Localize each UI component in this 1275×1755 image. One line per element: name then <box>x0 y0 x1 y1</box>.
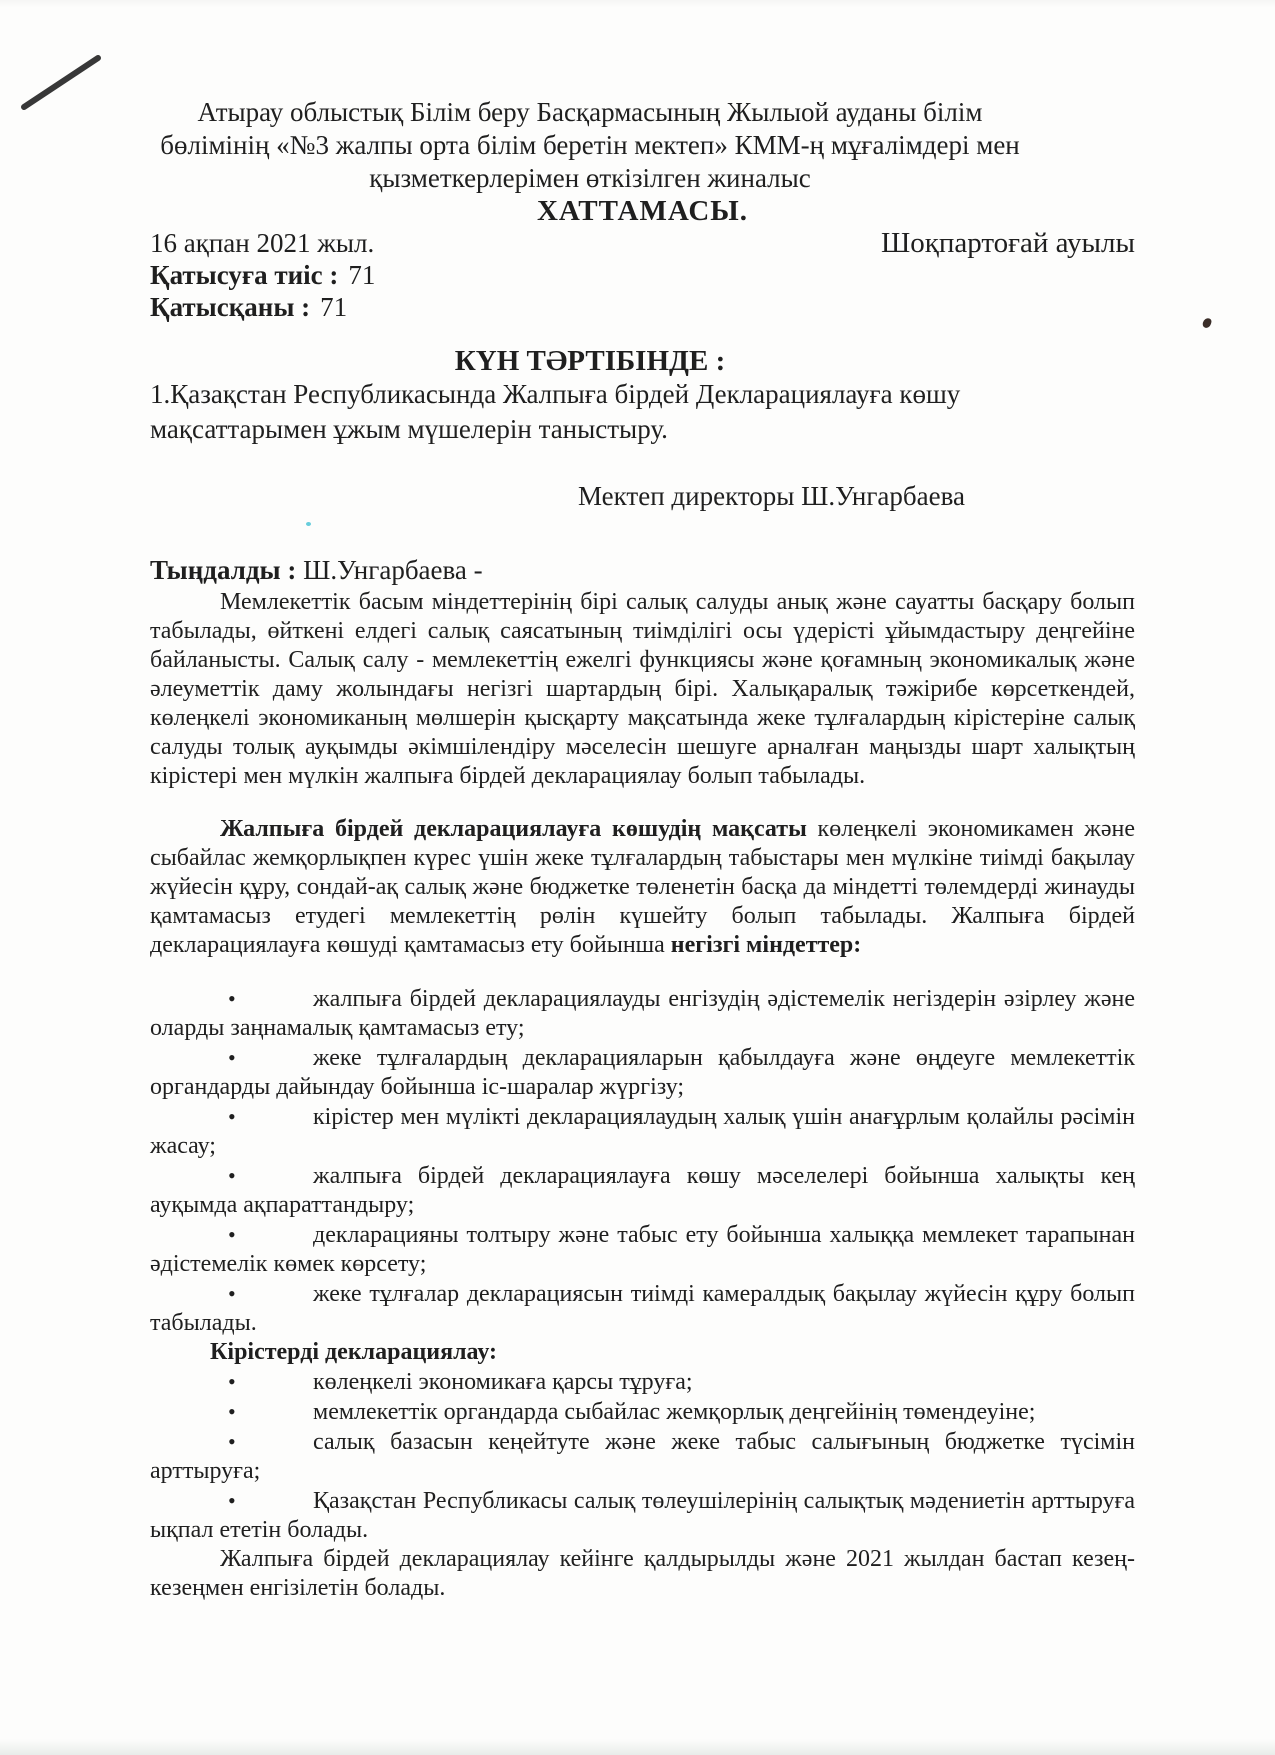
bullet-icon: • <box>228 1281 236 1306</box>
closing-paragraph: Жалпыға бірдей декларациялау кейінге қалдырылды және 2021 жылдан бастап кезең-кезеңмен енгізілетін болады. <box>150 1546 1135 1601</box>
task-item-text: кірістер мен мүлікті декларациялаудың халық үшін анағұрлым қолайлы рәсімін жасау; <box>150 1104 1135 1159</box>
task-list <box>150 984 1135 1338</box>
task-item <box>150 1220 1135 1279</box>
pen-stroke-mark <box>18 52 108 112</box>
bullet-icon: • <box>228 1488 236 1513</box>
header-line-1: Атырау облыстық Білім беру Басқармасының Жылыой ауданы білім <box>197 97 983 127</box>
heard-label: Тыңдалды : <box>150 555 297 585</box>
bullet-icon: • <box>228 1104 236 1129</box>
paragraph-2 <box>150 815 1135 960</box>
heard-line <box>150 554 1135 586</box>
task-item-text: жалпыға бірдей декларациялауды енгізудің әдістемелік негіздерін әзірлеу және оларды заңнамалық қамтамасыз ету; <box>150 986 1135 1041</box>
actual-attendance-label: Қатысқаны : <box>150 292 311 322</box>
actual-attendance-value: 71 <box>320 292 348 322</box>
income-item <box>150 1427 1135 1486</box>
income-declaration-heading: Кірістерді декларациялау: <box>210 1339 498 1365</box>
task-item-text: жеке тұлғалардың декларацияларын қабылдауға және өңдеуге мемлекеттік органдарды дайындау бойынша іс-шаралар жүргізу; <box>150 1045 1135 1100</box>
income-item <box>150 1486 1135 1545</box>
bullet-icon: • <box>228 1222 236 1247</box>
bullet-icon: • <box>228 1045 236 1070</box>
bullet-icon: • <box>228 986 236 1011</box>
income-list <box>150 1367 1135 1545</box>
bullet-icon: • <box>228 1163 236 1188</box>
income-item-text: салық базасын кеңейтуте және жеке табыс салығының бюджетке түсімін арттыруға; <box>150 1429 1135 1484</box>
agenda-item-1-line-2: мақсаттарымен ұжым мүшелерін таныстыру. <box>150 414 668 444</box>
income-item <box>150 1367 1135 1397</box>
agenda-speaker: Мектеп директоры Ш.Унгарбаева <box>578 481 965 511</box>
agenda-item-1 <box>150 377 1135 447</box>
task-item-text: жеке тұлғалар декларациясын тиімді камералдық бақылау жүйесін құру болып табылады. <box>150 1281 1135 1336</box>
date-place-row <box>150 227 1135 259</box>
village-name: Шоқпартоғай ауылы <box>880 227 1135 259</box>
task-item-text: жалпыға бірдей декларациялауға көшу мәселелері бойынша халықты кең ауқымда ақпараттандыру; <box>150 1163 1135 1218</box>
paragraph-2-text: көлеңкелі экономикамен және сыбайлас жемқорлықпен күрес үшін жеке тұлғалардың табыстары мен мүлкіне тиімді бақылау жүйесін құру, сондай-ақ салық және бюджетке төленетін басқа да міндетті төлемдерді жинауды қамтамасыз етудегі мемлекеттің рөлін күшейту болып табылады. Жалпыға бірдей декларациялауға көшуді қамтамасыз ету бойынша <box>150 816 1136 958</box>
bullet-icon: • <box>228 1399 236 1424</box>
meeting-date: 16 ақпан 2021 жыл. <box>150 228 375 258</box>
document-header <box>150 96 1030 195</box>
actual-attendance <box>150 291 1135 323</box>
paragraph-1: Мемлекеттік басым міндеттерінің бірі салық салуды анық және сауатты басқару болып табылады, өйткені елдегі салық саясатының тиімділігі осы үдерісті ұйымдастыру деңгейіне байланысты. Салық салу - мемлекеттің ежелгі функциясы және қоғамның экономикалық және әлеуметтік даму жолындағы негізгі шартардың бірі. Халықаралық тәжірибе көрсеткендей, көлеңкелі экономиканың мөлшерін қысқарту мақсатында жеке тұлғалардың кірістеріне салық салуды толық ауқымды әкімшілендіру мәселесін шешуге арналған маңызды шарт халықтың кірістері мен мүлкін жалпыға бірдей декларациялау болып табылады. <box>150 589 1135 789</box>
paragraph-2-bold-tail: негізгі міндеттер: <box>670 932 862 958</box>
bullet-icon: • <box>228 1429 236 1454</box>
bullet-icon: • <box>228 1369 236 1394</box>
required-attendance-label: Қатысуға тиіс : <box>150 260 339 290</box>
required-attendance-value: 71 <box>348 260 376 290</box>
protocol-title: ХАТТАМАСЫ. <box>536 195 749 227</box>
task-item <box>150 984 1135 1043</box>
income-item-text: көлеңкелі экономикаға қарсы тұруға; <box>313 1369 693 1395</box>
bottom-scan-shade <box>0 1739 1275 1755</box>
heard-speaker: Ш.Унгарбаева - <box>296 555 483 585</box>
document-content <box>150 0 1135 1627</box>
income-item-text: Қазақстан Республикасы салық төлеушілерінің салықтық мәдениетін арттыруға ықпал ететін болады. <box>150 1488 1135 1543</box>
required-attendance <box>150 259 1135 291</box>
task-item <box>150 1102 1135 1161</box>
task-item-text: декларацияны толтыру және табыс ету бойынша халыққа мемлекет тарапынан әдістемелік көмек көрсету; <box>150 1222 1135 1277</box>
income-item-text: мемлекеттік органдарда сыбайлас жемқорлық деңгейінің төмендеуіне; <box>313 1399 1036 1425</box>
header-line-2: бөлімінің «№3 жалпы орта білім беретін мектеп» КММ-ң мұғалімдері мен <box>160 130 1020 160</box>
income-item <box>150 1397 1135 1427</box>
agenda-heading: КҮН ТӘРТІБІНДЕ : <box>454 345 726 377</box>
paragraph-2-bold-lead: Жалпыға бірдей декларациялауға көшудің мақсаты <box>220 816 807 842</box>
task-item <box>150 1161 1135 1220</box>
header-line-3: қызметкерлерімен өткізілген жиналыс <box>369 163 811 193</box>
ink-speck <box>1202 317 1213 329</box>
agenda-item-1-line-1: 1.Қазақстан Республикасында Жалпыға бірдей Декларациялауға көшу <box>150 379 961 409</box>
task-item <box>150 1279 1135 1338</box>
task-item <box>150 1043 1135 1102</box>
